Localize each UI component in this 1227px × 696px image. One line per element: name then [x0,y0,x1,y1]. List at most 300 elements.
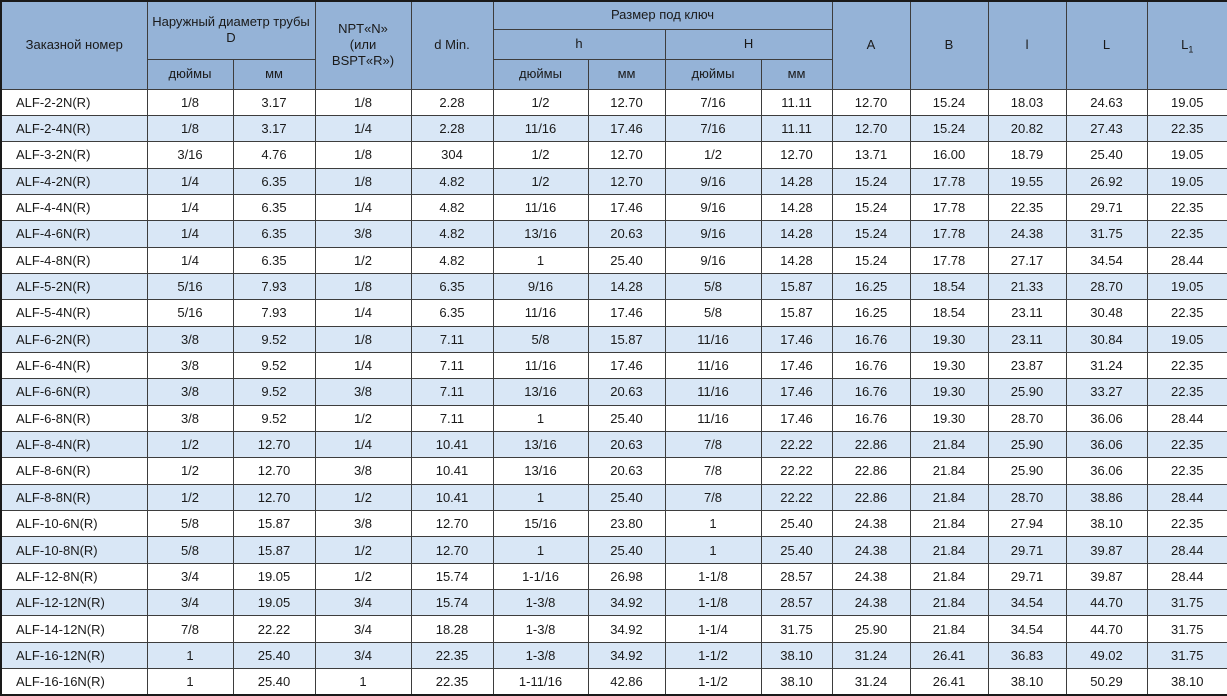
cell-value: 19.05 [1147,89,1227,115]
cell-value: 6.35 [233,247,315,273]
cell-order-number: ALF-16-16N(R) [1,669,147,695]
cell-value: 17.46 [588,300,665,326]
cell-value: 23.80 [588,511,665,537]
cell-value: 18.28 [411,616,493,642]
cell-value: 15.24 [910,89,988,115]
cell-value: 29.71 [1066,194,1147,220]
cell-value: 28.44 [1147,484,1227,510]
cell-value: 49.02 [1066,642,1147,668]
cell-value: 6.35 [411,300,493,326]
cell-value: 22.22 [761,431,832,457]
cell-value: 24.38 [988,221,1066,247]
cell-value: 22.22 [761,458,832,484]
header-hh-mm: мм [761,59,832,89]
table-row [1,142,1227,168]
cell-value: 15.87 [761,300,832,326]
cell-value: 16.00 [910,142,988,168]
cell-value: 33.27 [1066,379,1147,405]
cell-value: 7/16 [665,115,761,141]
cell-value: 34.54 [988,590,1066,616]
cell-value: 17.46 [761,405,832,431]
cell-order-number: ALF-5-2N(R) [1,273,147,299]
cell-value: 24.38 [832,590,910,616]
cell-value: 23.11 [988,300,1066,326]
cell-value: 29.71 [988,563,1066,589]
table-body [1,89,1227,695]
cell-value: 15/16 [493,511,588,537]
cell-value: 28.44 [1147,405,1227,431]
cell-value: 13/16 [493,379,588,405]
cell-value: 1 [147,642,233,668]
cell-value: 1-11/16 [493,669,588,695]
cell-value: 12.70 [588,142,665,168]
header-diameter-inches: дюймы [147,59,233,89]
cell-value: 1/4 [147,221,233,247]
header-npt-line1: NPT«N» [338,20,388,36]
cell-value: 24.38 [832,511,910,537]
table-row [1,352,1227,378]
cell-order-number: ALF-6-2N(R) [1,326,147,352]
cell-value: 11/16 [493,115,588,141]
cell-value: 1/4 [315,194,411,220]
table-row [1,669,1227,695]
cell-value: 11/16 [665,379,761,405]
header-outer-diameter: Наружный диаметр трубы D [147,1,315,59]
cell-value: 30.48 [1066,300,1147,326]
cell-value: 11.11 [761,89,832,115]
cell-value: 22.35 [1147,194,1227,220]
cell-value: 25.90 [832,616,910,642]
cell-value: 28.70 [1066,273,1147,299]
table-row [1,616,1227,642]
cell-value: 3/4 [147,590,233,616]
cell-value: 28.70 [988,405,1066,431]
cell-value: 25.40 [588,537,665,563]
cell-value: 11/16 [493,300,588,326]
cell-value: 1/2 [147,484,233,510]
cell-value: 1/2 [315,247,411,273]
cell-value: 17.46 [761,379,832,405]
table-row [1,458,1227,484]
cell-value: 11/16 [665,405,761,431]
cell-value: 9.52 [233,405,315,431]
cell-value: 15.24 [832,221,910,247]
cell-value: 16.76 [832,405,910,431]
cell-value: 22.35 [411,669,493,695]
cell-value: 17.46 [761,326,832,352]
cell-value: 34.54 [1066,247,1147,273]
cell-value: 12.70 [588,89,665,115]
table-row [1,89,1227,115]
cell-value: 28.44 [1147,247,1227,273]
cell-value: 25.90 [988,431,1066,457]
cell-value: 22.35 [411,642,493,668]
cell-value: 3/8 [147,379,233,405]
cell-value: 42.86 [588,669,665,695]
cell-value: 7.93 [233,273,315,299]
cell-value: 12.70 [233,458,315,484]
table-row [1,247,1227,273]
cell-value: 7/8 [665,484,761,510]
cell-value: 19.05 [233,563,315,589]
cell-value: 38.10 [1147,669,1227,695]
cell-value: 1 [493,405,588,431]
cell-value: 1/2 [493,168,588,194]
cell-value: 34.54 [988,616,1066,642]
cell-value: 1/2 [665,142,761,168]
cell-value: 17.78 [910,168,988,194]
cell-value: 50.29 [1066,669,1147,695]
cell-value: 36.06 [1066,431,1147,457]
cell-value: 1-1/16 [493,563,588,589]
cell-order-number: ALF-16-12N(R) [1,642,147,668]
table-row [1,405,1227,431]
header-col-l-small: l [988,1,1066,89]
cell-value: 25.40 [588,484,665,510]
cell-value: 13/16 [493,458,588,484]
cell-value: 7.11 [411,405,493,431]
cell-value: 21.84 [910,590,988,616]
cell-order-number: ALF-14-12N(R) [1,616,147,642]
table-row [1,221,1227,247]
cell-value: 27.94 [988,511,1066,537]
cell-value: 14.28 [761,247,832,273]
cell-value: 11.11 [761,115,832,141]
cell-value: 1/2 [147,458,233,484]
table-row [1,431,1227,457]
cell-order-number: ALF-2-4N(R) [1,115,147,141]
header-wrench-size: Размер под ключ [493,1,832,29]
cell-value: 3/16 [147,142,233,168]
table-row [1,642,1227,668]
cell-value: 21.84 [910,616,988,642]
cell-value: 26.41 [910,642,988,668]
cell-value: 28.57 [761,590,832,616]
cell-value: 14.28 [761,221,832,247]
cell-value: 1 [665,511,761,537]
cell-order-number: ALF-4-4N(R) [1,194,147,220]
cell-value: 1/2 [315,405,411,431]
cell-value: 12.70 [761,142,832,168]
cell-value: 9/16 [665,168,761,194]
cell-value: 28.70 [988,484,1066,510]
cell-value: 24.38 [832,563,910,589]
cell-value: 7.93 [233,300,315,326]
cell-value: 11/16 [493,194,588,220]
cell-value: 1-1/8 [665,590,761,616]
cell-value: 36.06 [1066,405,1147,431]
cell-value: 15.87 [761,273,832,299]
cell-value: 1/4 [147,194,233,220]
header-hh-inches: дюймы [665,59,761,89]
cell-value: 15.24 [832,168,910,194]
cell-value: 36.83 [988,642,1066,668]
cell-value: 1/4 [315,115,411,141]
table-row [1,563,1227,589]
cell-value: 19.05 [1147,168,1227,194]
table-row [1,537,1227,563]
cell-value: 16.76 [832,352,910,378]
cell-value: 15.74 [411,563,493,589]
cell-value: 25.40 [588,247,665,273]
cell-value: 3/4 [315,616,411,642]
cell-value: 12.70 [588,168,665,194]
cell-value: 31.75 [1147,616,1227,642]
cell-value: 22.35 [1147,115,1227,141]
cell-value: 20.63 [588,379,665,405]
cell-value: 2.28 [411,115,493,141]
cell-value: 7.11 [411,379,493,405]
cell-value: 21.84 [910,537,988,563]
cell-value: 26.98 [588,563,665,589]
cell-value: 38.10 [988,669,1066,695]
cell-value: 1 [147,669,233,695]
cell-value: 1/4 [147,247,233,273]
cell-value: 18.03 [988,89,1066,115]
cell-value: 12.70 [832,115,910,141]
cell-value: 6.35 [233,168,315,194]
cell-value: 16.25 [832,300,910,326]
cell-value: 21.84 [910,563,988,589]
cell-value: 6.35 [233,221,315,247]
cell-value: 1/2 [147,431,233,457]
cell-value: 19.05 [1147,273,1227,299]
cell-value: 9/16 [665,194,761,220]
cell-value: 31.24 [1066,352,1147,378]
cell-value: 7/8 [665,458,761,484]
cell-value: 30.84 [1066,326,1147,352]
cell-value: 1-1/2 [665,669,761,695]
table-row [1,379,1227,405]
cell-value: 3/8 [147,326,233,352]
cell-value: 28.44 [1147,563,1227,589]
header-order-number: Заказной номер [1,1,147,89]
cell-value: 9.52 [233,352,315,378]
cell-value: 10.41 [411,484,493,510]
cell-value: 22.35 [1147,379,1227,405]
cell-order-number: ALF-4-6N(R) [1,221,147,247]
cell-value: 12.70 [233,484,315,510]
cell-value: 4.82 [411,168,493,194]
cell-value: 9.52 [233,379,315,405]
cell-value: 15.87 [233,537,315,563]
header-col-b: B [910,1,988,89]
cell-value: 14.28 [761,168,832,194]
cell-value: 1/8 [147,89,233,115]
cell-value: 1/4 [147,168,233,194]
cell-value: 21.84 [910,431,988,457]
cell-value: 20.63 [588,431,665,457]
cell-value: 21.84 [910,484,988,510]
cell-value: 1 [493,484,588,510]
cell-value: 38.10 [761,642,832,668]
header-hh-group: H [665,29,832,59]
cell-value: 15.87 [233,511,315,537]
cell-value: 21.84 [910,511,988,537]
cell-value: 13/16 [493,431,588,457]
cell-value: 1 [665,537,761,563]
cell-value: 27.43 [1066,115,1147,141]
table-row [1,168,1227,194]
cell-value: 22.35 [988,194,1066,220]
cell-order-number: ALF-8-8N(R) [1,484,147,510]
cell-value: 20.63 [588,221,665,247]
cell-value: 1/2 [315,537,411,563]
cell-value: 36.06 [1066,458,1147,484]
cell-value: 19.05 [1147,326,1227,352]
cell-value: 9/16 [493,273,588,299]
cell-value: 3/8 [315,511,411,537]
cell-value: 15.87 [588,326,665,352]
cell-value: 3/8 [147,405,233,431]
header-npt-line3: BSPT«R») [331,53,395,69]
cell-value: 3/8 [315,458,411,484]
cell-value: 1/8 [315,168,411,194]
cell-value: 16.25 [832,273,910,299]
cell-value: 11/16 [665,326,761,352]
header-d-min: d Min. [411,1,493,89]
cell-value: 1/8 [315,326,411,352]
cell-value: 16.76 [832,379,910,405]
cell-value: 304 [411,142,493,168]
cell-value: 1/8 [315,142,411,168]
cell-value: 14.28 [761,194,832,220]
cell-value: 5/8 [493,326,588,352]
cell-value: 7/8 [147,616,233,642]
cell-value: 1/2 [315,484,411,510]
cell-value: 15.74 [411,590,493,616]
cell-value: 25.90 [988,379,1066,405]
cell-value: 31.75 [761,616,832,642]
cell-value: 3.17 [233,89,315,115]
header-col-l1-sub: 1 [1188,44,1194,55]
header-col-l1 [1147,1,1227,89]
cell-value: 22.86 [832,431,910,457]
cell-value: 1-1/4 [665,616,761,642]
cell-value: 3/4 [315,590,411,616]
cell-value: 38.10 [1066,511,1147,537]
cell-value: 17.78 [910,247,988,273]
cell-order-number: ALF-4-2N(R) [1,168,147,194]
cell-value: 1/4 [315,352,411,378]
cell-value: 1/8 [315,273,411,299]
cell-order-number: ALF-12-8N(R) [1,563,147,589]
cell-value: 6.35 [233,194,315,220]
cell-value: 23.11 [988,326,1066,352]
cell-value: 12.70 [411,537,493,563]
header-col-l-big: L [1066,1,1147,89]
cell-value: 15.24 [910,115,988,141]
cell-value: 25.40 [761,537,832,563]
cell-value: 17.46 [588,352,665,378]
header-col-a: A [832,1,910,89]
table-row [1,511,1227,537]
cell-value: 17.46 [588,115,665,141]
cell-value: 28.44 [1147,537,1227,563]
cell-value: 38.10 [761,669,832,695]
header-diameter-mm: мм [233,59,315,89]
cell-order-number: ALF-6-4N(R) [1,352,147,378]
cell-value: 5/8 [665,300,761,326]
cell-value: 1/4 [315,300,411,326]
cell-value: 24.38 [832,537,910,563]
cell-value: 28.57 [761,563,832,589]
cell-value: 22.86 [832,458,910,484]
table-row [1,590,1227,616]
cell-value: 15.24 [832,194,910,220]
cell-order-number: ALF-10-8N(R) [1,537,147,563]
cell-value: 10.41 [411,458,493,484]
cell-value: 12.70 [233,431,315,457]
cell-value: 29.71 [988,537,1066,563]
table-row [1,194,1227,220]
cell-value: 20.63 [588,458,665,484]
cell-value: 6.35 [411,273,493,299]
cell-value: 17.46 [761,352,832,378]
cell-value: 24.63 [1066,89,1147,115]
cell-value: 22.35 [1147,458,1227,484]
cell-value: 21.33 [988,273,1066,299]
cell-value: 3/8 [147,352,233,378]
cell-value: 31.75 [1147,642,1227,668]
cell-value: 44.70 [1066,616,1147,642]
cell-value: 17.46 [588,194,665,220]
cell-value: 3/8 [315,379,411,405]
cell-value: 22.35 [1147,300,1227,326]
cell-value: 19.30 [910,352,988,378]
table-row [1,484,1227,510]
cell-value: 4.76 [233,142,315,168]
cell-value: 34.92 [588,642,665,668]
cell-value: 39.87 [1066,537,1147,563]
cell-value: 5/8 [665,273,761,299]
cell-value: 1-3/8 [493,616,588,642]
cell-value: 15.24 [832,247,910,273]
header-h-mm: мм [588,59,665,89]
cell-value: 1-1/2 [665,642,761,668]
cell-value: 25.40 [761,511,832,537]
cell-order-number: ALF-6-6N(R) [1,379,147,405]
header-h-inches: дюймы [493,59,588,89]
cell-value: 1 [315,669,411,695]
table-row [1,326,1227,352]
cell-value: 19.05 [1147,142,1227,168]
cell-order-number: ALF-8-4N(R) [1,431,147,457]
cell-order-number: ALF-10-6N(R) [1,511,147,537]
cell-value: 25.40 [233,642,315,668]
cell-value: 26.92 [1066,168,1147,194]
cell-order-number: ALF-6-8N(R) [1,405,147,431]
cell-value: 11/16 [493,352,588,378]
cell-value: 20.82 [988,115,1066,141]
cell-value: 17.78 [910,194,988,220]
cell-value: 31.24 [832,642,910,668]
cell-value: 3/4 [147,563,233,589]
cell-value: 14.28 [588,273,665,299]
cell-order-number: ALF-3-2N(R) [1,142,147,168]
cell-order-number: ALF-12-12N(R) [1,590,147,616]
cell-order-number: ALF-4-8N(R) [1,247,147,273]
cell-value: 31.75 [1066,221,1147,247]
header-col-l1-main: L [1181,37,1189,53]
cell-order-number: ALF-5-4N(R) [1,300,147,326]
cell-value: 27.17 [988,247,1066,273]
cell-value: 18.54 [910,273,988,299]
cell-value: 19.30 [910,405,988,431]
cell-value: 18.79 [988,142,1066,168]
cell-value: 26.41 [910,669,988,695]
cell-value: 17.78 [910,221,988,247]
